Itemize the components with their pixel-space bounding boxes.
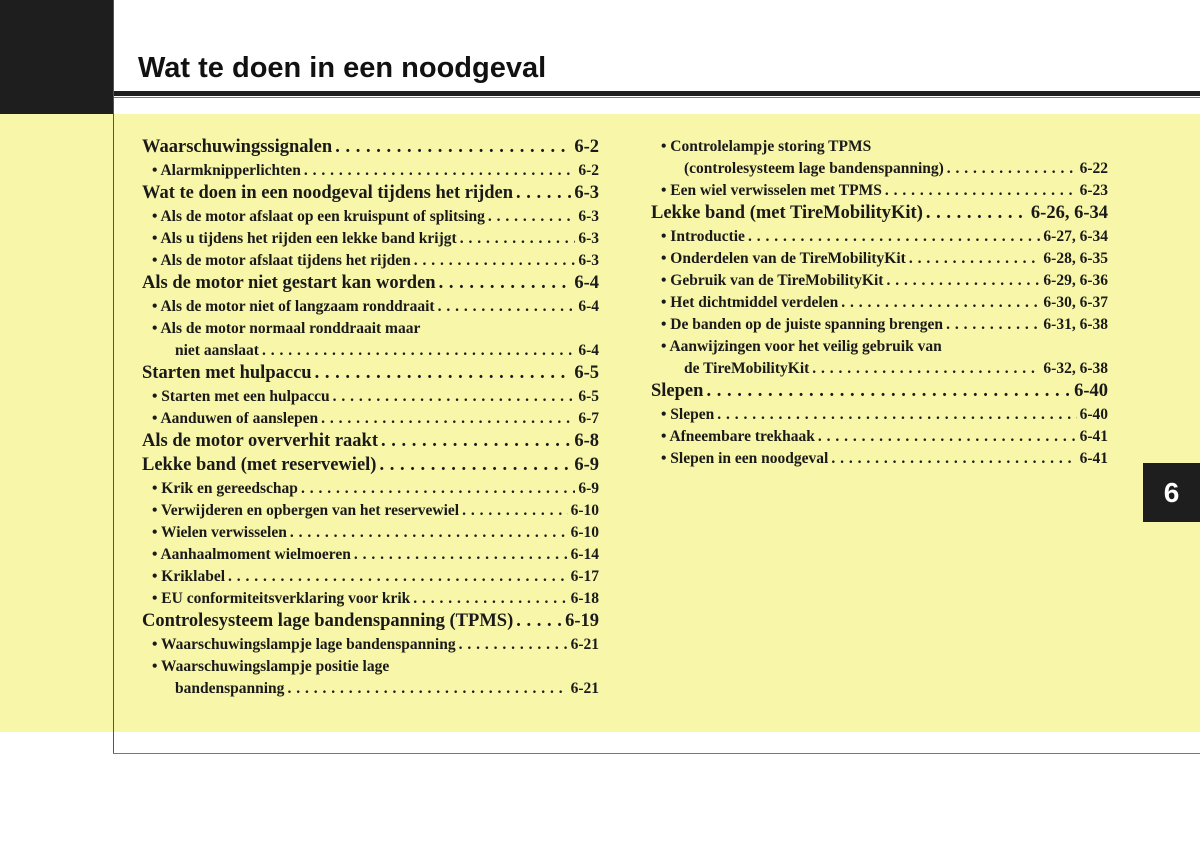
toc-entry-label: • Controlelampje storing TPMS (661, 138, 872, 155)
toc-subentry[interactable] (651, 290, 1108, 312)
toc-subentry[interactable] (142, 226, 599, 248)
toc-entry-label: • Als u tijdens het rijden een lekke band krijgt (152, 230, 457, 247)
toc-subentry[interactable] (142, 294, 599, 316)
toc-leader-dots (841, 294, 1040, 312)
toc-entry-label: • Kriklabel (152, 568, 226, 585)
toc-leader-dots (947, 160, 1077, 178)
toc-subentry[interactable] (651, 268, 1108, 290)
toc-page-number: 6-4 (578, 342, 599, 359)
toc-subentry[interactable] (142, 476, 599, 498)
toc-subentry[interactable] (142, 158, 599, 180)
toc-leader-dots (946, 316, 1040, 334)
toc-page-number: 6-5 (574, 363, 599, 383)
toc-page-number: 6-3 (578, 230, 599, 247)
toc-subentry[interactable] (651, 334, 1108, 356)
toc-entry-label: Lekke band (met TireMobilityKit) (651, 203, 923, 223)
toc-entry-label: • Waarschuwingslampje lage bandenspanning (152, 636, 456, 653)
toc-section-entry[interactable] (651, 200, 1108, 224)
toc-entry-label: Controlesysteem lage bandenspanning (TPMS) (142, 611, 514, 631)
toc-section-entry[interactable] (651, 378, 1108, 402)
toc-leader-dots (516, 183, 571, 204)
toc-subentry[interactable] (651, 446, 1108, 468)
toc-subentry[interactable] (142, 586, 599, 608)
toc-entry-continuation[interactable] (651, 356, 1108, 378)
toc-leader-dots (228, 568, 568, 586)
toc-entry-label: • Introductie (661, 228, 745, 245)
toc-leader-dots (438, 298, 576, 316)
toc-leader-dots (333, 388, 576, 406)
toc-subentry[interactable] (142, 632, 599, 654)
page-title: Wat te doen in een noodgeval (138, 52, 547, 84)
toc-section-entry[interactable] (142, 180, 599, 204)
toc-entry-continuation[interactable] (651, 156, 1108, 178)
toc-leader-dots (516, 611, 562, 632)
toc-page-number: 6-22 (1079, 160, 1108, 177)
toc-page-number: 6-5 (578, 388, 599, 405)
toc-leader-dots (413, 590, 567, 608)
toc-page-number: 6-32, 6-38 (1043, 360, 1108, 377)
toc-entry-label: Als de motor oververhit raakt (142, 431, 378, 451)
toc-page-number: 6-41 (1079, 428, 1108, 445)
toc-entry-label: • EU conformiteitsverklaring voor krik (152, 590, 411, 607)
toc-entry-label: Lekke band (met reservewiel) (142, 455, 377, 475)
toc-entry-label: • Slepen in een noodgeval (661, 450, 829, 467)
toc-entry-label: Waarschuwingssignalen (142, 137, 333, 157)
toc-page-number: 6-26, 6-34 (1030, 203, 1108, 223)
toc-entry-label: • Het dichtmiddel verdelen (661, 294, 839, 311)
toc-page-number: 6-4 (578, 298, 599, 315)
toc-subentry[interactable] (651, 424, 1108, 446)
toc-page-number: 6-27, 6-34 (1043, 228, 1108, 245)
toc-page-number: 6-14 (570, 546, 599, 563)
toc-leader-dots (262, 342, 575, 360)
toc-page-number: 6-4 (574, 273, 599, 293)
toc-entry-label: Wat te doen in een noodgeval tijdens het rijden (142, 183, 514, 203)
toc-subentry[interactable] (142, 316, 599, 338)
toc-leader-dots (287, 680, 567, 698)
toc-page-number: 6-10 (570, 502, 599, 519)
toc-leader-dots (909, 250, 1041, 268)
toc-leader-dots (831, 450, 1076, 468)
toc-leader-dots (748, 228, 1040, 246)
toc-page-number: 6-8 (574, 431, 599, 451)
toc-entry-label: • Als de motor afslaat tijdens het rijden (152, 252, 411, 269)
chapter-tab[interactable]: 6 (1143, 463, 1200, 522)
toc-entry-label: • De banden op de juiste spanning brengen (661, 316, 944, 333)
toc-page-number: 6-3 (574, 183, 599, 203)
toc-entry-label: • Krik en gereedschap (152, 480, 298, 497)
toc-entry-continuation[interactable] (142, 338, 599, 360)
toc-entry-continuation[interactable] (142, 676, 599, 698)
toc-subentry[interactable] (142, 248, 599, 270)
toc-leader-dots (488, 208, 575, 226)
toc-subentry[interactable] (651, 178, 1108, 200)
toc-entry-label: Slepen (651, 381, 704, 401)
toc-subentry[interactable] (142, 406, 599, 428)
toc-section-entry[interactable] (142, 270, 599, 294)
toc-entry-label: Als de motor niet gestart kan worden (142, 273, 436, 293)
toc-page-number: 6-21 (570, 636, 599, 653)
toc-page-number: 6-10 (570, 524, 599, 541)
toc-page-number: 6-40 (1074, 381, 1108, 401)
toc-section-entry[interactable] (142, 428, 599, 452)
toc-page-number: 6-21 (570, 680, 599, 697)
toc-subentry[interactable] (142, 520, 599, 542)
toc-leader-dots (885, 182, 1077, 200)
toc-page-number: 6-9 (578, 480, 599, 497)
toc-subentry[interactable] (142, 542, 599, 564)
toc-entry-label: • Een wiel verwisselen met TPMS (661, 182, 882, 199)
toc-entry-label: • Als de motor normaal ronddraait maar (152, 320, 421, 337)
toc-page-number: 6-7 (578, 410, 599, 427)
toc-leader-dots (706, 381, 1071, 402)
toc-page-number: 6-3 (578, 208, 599, 225)
toc-leader-dots (290, 524, 568, 542)
toc-leader-dots (717, 406, 1076, 424)
toc-entry-label: • Onderdelen van de TireMobilityKit (661, 250, 906, 267)
toc-page-number: 6-2 (574, 137, 599, 157)
toc-subentry[interactable] (142, 564, 599, 586)
toc-page-number: 6-17 (570, 568, 599, 585)
toc-page-number: 6-18 (570, 590, 599, 607)
toc-subentry[interactable] (651, 312, 1108, 334)
toc-subentry[interactable] (651, 134, 1108, 156)
toc-entry-label: • Aanwijzingen voor het veilig gebruik van (661, 338, 942, 355)
toc-page-number: 6-19 (565, 611, 599, 631)
toc-entry-label: • Aanhaalmoment wielmoeren (152, 546, 351, 563)
toc-leader-dots (335, 137, 571, 158)
toc-entry-label: • Als de motor afslaat op een kruispunt of splitsing (152, 208, 485, 225)
toc-leader-dots (462, 502, 568, 520)
toc-page-number: 6-2 (578, 162, 599, 179)
toc-section-entry[interactable] (142, 134, 599, 158)
toc-leader-dots (379, 455, 571, 476)
toc-column-right (651, 134, 1108, 468)
toc-section-entry[interactable] (142, 608, 599, 632)
toc-subentry[interactable] (142, 384, 599, 406)
toc-leader-dots (926, 203, 1028, 224)
toc-entry-label: • Waarschuwingslampje positie lage (152, 658, 390, 675)
toc-subentry[interactable] (142, 498, 599, 520)
toc-leader-dots (304, 162, 576, 180)
toc-leader-dots (460, 230, 576, 248)
toc-leader-dots (354, 546, 568, 564)
toc-entry-label: • Slepen (661, 406, 715, 423)
toc-leader-dots (381, 431, 571, 452)
toc-leader-dots (301, 480, 575, 498)
toc-entry-label: • Gebruik van de TireMobilityKit (661, 272, 884, 289)
toc-entry-label: de TireMobilityKit (684, 360, 810, 377)
toc-page-number: 6-40 (1079, 406, 1108, 423)
toc-section-entry[interactable] (142, 452, 599, 476)
toc-page-number: 6-29, 6-36 (1043, 272, 1108, 289)
title-rule (114, 91, 1200, 96)
toc-entry-label: • Starten met een hulpaccu (152, 388, 330, 405)
toc-leader-dots (439, 273, 572, 294)
title-rule-thin (114, 97, 1200, 98)
toc-subentry[interactable] (651, 246, 1108, 268)
toc-leader-dots (886, 272, 1040, 290)
toc-leader-dots (414, 252, 576, 270)
toc-leader-dots (818, 428, 1077, 446)
toc-entry-label: (controlesysteem lage bandenspanning) (684, 160, 944, 177)
toc-entry-label: • Als de motor niet of langzaam ronddraait (152, 298, 435, 315)
corner-block (0, 0, 114, 114)
toc-page-number: 6-30, 6-37 (1043, 294, 1108, 311)
toc-subentry[interactable] (651, 224, 1108, 246)
toc-entry-label: bandenspanning (175, 680, 285, 697)
toc-page-number: 6-3 (578, 252, 599, 269)
toc-entry-label: • Afneembare trekhaak (661, 428, 815, 445)
toc-entry-label: • Alarmknipperlichten (152, 162, 301, 179)
toc-section-entry[interactable] (142, 360, 599, 384)
toc-subentry[interactable] (651, 402, 1108, 424)
toc-page-number: 6-41 (1079, 450, 1108, 467)
toc-column-left (142, 134, 599, 698)
toc-leader-dots (812, 360, 1040, 378)
toc-page-number: 6-28, 6-35 (1043, 250, 1108, 267)
toc-entry-label: • Aanduwen of aanslepen (152, 410, 319, 427)
margin-line (113, 0, 114, 754)
toc-leader-dots (321, 410, 575, 428)
toc-subentry[interactable] (142, 204, 599, 226)
toc-leader-dots (459, 636, 568, 654)
toc-subentry[interactable] (142, 654, 599, 676)
toc-page-number: 6-31, 6-38 (1043, 316, 1108, 333)
toc-entry-label: niet aanslaat (175, 342, 259, 359)
toc-entry-label: • Verwijderen en opbergen van het reservewiel (152, 502, 460, 519)
bottom-rule (113, 753, 1200, 754)
toc-page-number: 6-23 (1079, 182, 1108, 199)
toc-page-number: 6-9 (574, 455, 599, 475)
toc-entry-label: • Wielen verwisselen (152, 524, 287, 541)
toc-entry-label: Starten met hulpaccu (142, 363, 312, 383)
toc-leader-dots (315, 363, 572, 384)
